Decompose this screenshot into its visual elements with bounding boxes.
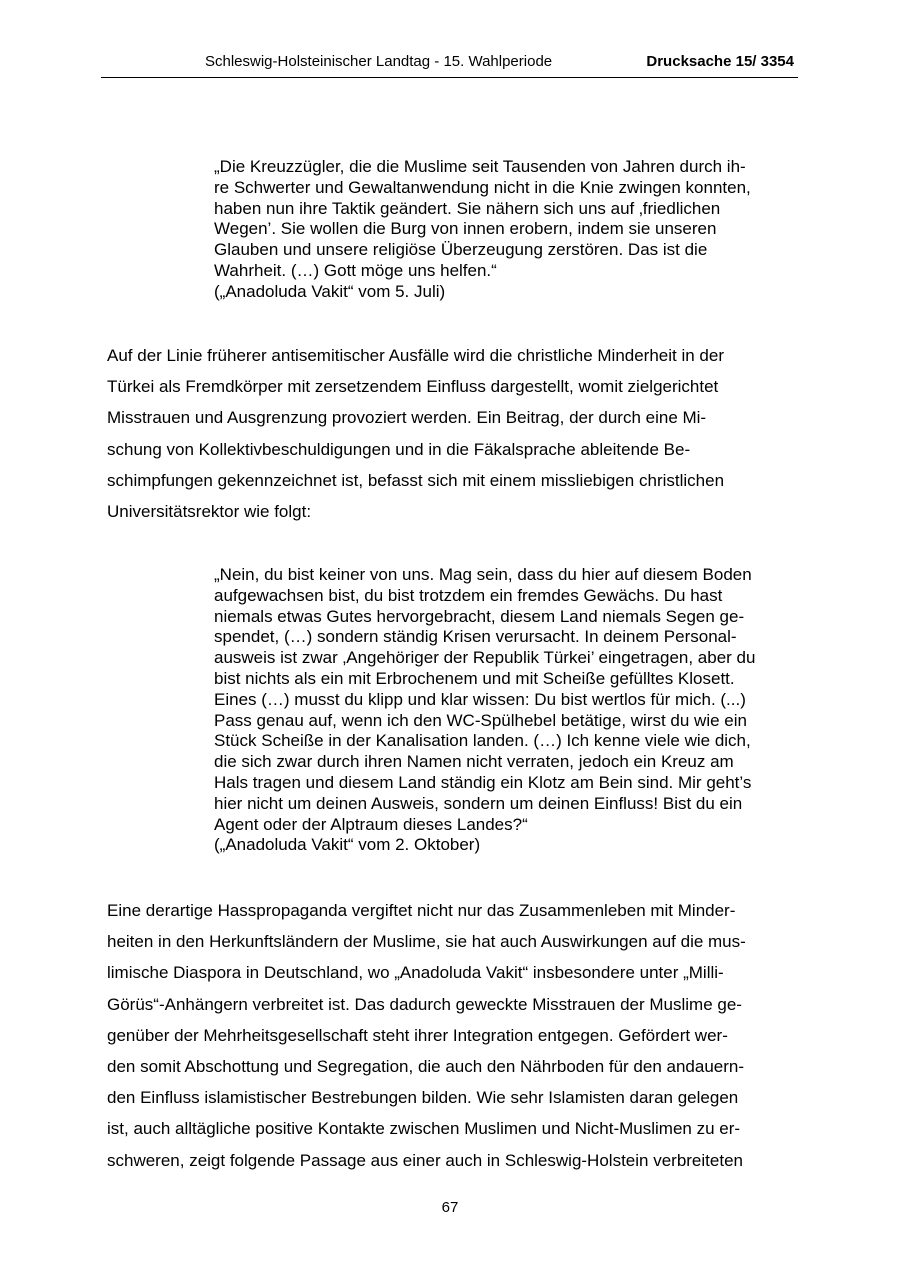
quote-line: Wahrheit. (…) Gott möge uns helfen.“	[214, 260, 497, 280]
quote-line: „Die Kreuzzügler, die die Muslime seit Tausenden von Jahren durch ih-	[214, 157, 746, 176]
quote-line: Eines (…) musst du klipp und klar wissen: Du bist wertlos für mich. (...)	[214, 689, 746, 709]
document-number: Drucksache 15/ 3354	[646, 53, 794, 70]
quote-line: Agent oder der Alptraum dieses Landes?“	[214, 814, 528, 834]
paragraph-line: genüber der Mehrheitsgesellschaft steht ihrer Integration entgegen. Gefördert wer-	[107, 1025, 728, 1045]
quote-line: ausweis ist zwar ‚Angehöriger der Republik Türkei’ eingetragen, aber du	[214, 648, 756, 668]
quote-line: hier nicht um deinen Ausweis, sondern um deinen Einfluss! Bist du ein	[214, 793, 743, 813]
quote-line: Hals tragen und diesem Land ständig ein Klotz am Bein sind. Mir geht’s	[214, 772, 752, 792]
paragraph-1	[107, 340, 797, 527]
quote-line: „Nein, du bist keiner von uns. Mag sein, dass du hier auf diesem Boden	[214, 565, 752, 584]
paragraph-2	[107, 895, 797, 1176]
quote-source: („Anadoluda Vakit“ vom 5. Juli)	[214, 281, 446, 301]
block-quote-2	[214, 565, 798, 856]
paragraph-line: schung von Kollektivbeschuldigungen und in die Fäkalsprache ableitende Be-	[107, 439, 691, 459]
paragraph-line: Universitätsrektor wie folgt:	[107, 502, 312, 522]
quote-line: Pass genau auf, wenn ich den WC-Spülhebel betätige, wirst du wie ein	[214, 710, 747, 730]
header-title: Schleswig-Holsteinischer Landtag - 15. Wahlperiode	[205, 53, 553, 70]
quote-source: („Anadoluda Vakit“ vom 2. Oktober)	[214, 835, 481, 855]
paragraph-line: schweren, zeigt folgende Passage aus einer auch in Schleswig-Holstein verbreiteten	[107, 1150, 743, 1170]
quote-line: re Schwerter und Gewaltanwendung nicht in die Knie zwingen konnten,	[214, 177, 751, 197]
quote-line: spendet, (…) sondern ständig Krisen verursacht. In deinem Personal-	[214, 627, 737, 647]
quote-line: Wegen’. Sie wollen die Burg von innen erobern, indem sie unseren	[214, 219, 717, 239]
paragraph-line: Auf der Linie früherer antisemitischer Ausfälle wird die christliche Minderheit in der	[107, 346, 725, 365]
paragraph-line: limische Diaspora in Deutschland, wo „Anadoluda Vakit“ insbesondere unter „Milli-	[107, 963, 724, 983]
quote-line: aufgewachsen bist, du bist trotzdem ein fremdes Gewächs. Du hast	[214, 585, 723, 605]
page-number: 67	[441, 1199, 459, 1216]
paragraph-line: den Einfluss islamistischer Bestrebungen bilden. Wie sehr Islamisten daran gelegen	[107, 1088, 739, 1108]
quote-line: Stück Scheiße in der Kanalisation landen. (…) Ich kenne viele wie dich,	[214, 731, 751, 751]
quote-line: Glauben und unsere religiöse Überzeugung zerstören. Das ist die	[214, 240, 708, 260]
paragraph-line: Görüs“-Anhängern verbreitet ist. Das dadurch geweckte Misstrauen der Muslime ge-	[107, 994, 742, 1014]
quote-line: haben nun ihre Taktik geändert. Sie nähern sich uns auf ‚friedlichen	[214, 198, 721, 218]
quote-line: niemals etwas Gutes hervorgebracht, diesem Land niemals Segen ge-	[214, 606, 745, 626]
paragraph-line: den somit Abschottung und Segregation, die auch den Nährboden für den andauern-	[107, 1057, 745, 1077]
quote-line: bist nichts als ein mit Erbrochenem und mit Scheiße gefülltes Klosett.	[214, 668, 735, 688]
paragraph-line: Eine derartige Hasspropaganda vergiftet nicht nur das Zusammenleben mit Minder-	[107, 901, 736, 920]
paragraph-line: schimpfungen gekennzeichnet ist, befasst sich mit einem missliebigen christlichen	[107, 470, 725, 490]
block-quote-1	[214, 157, 798, 303]
paragraph-line: ist, auch alltägliche positive Kontakte zwischen Muslimen und Nicht-Muslimen zu er-	[107, 1119, 741, 1139]
paragraph-line: heiten in den Herkunftsländern der Muslime, sie hat auch Auswirkungen auf die mus-	[107, 932, 746, 952]
page-header	[101, 50, 798, 78]
paragraph-line: Türkei als Fremdkörper mit zersetzendem Einfluss dargestellt, womit zielgerichtet	[107, 377, 719, 397]
paragraph-line: Misstrauen und Ausgrenzung provoziert werden. Ein Beitrag, der durch eine Mi-	[107, 408, 707, 428]
quote-line: die sich zwar durch ihren Namen nicht verraten, jedoch ein Kreuz am	[214, 752, 734, 772]
